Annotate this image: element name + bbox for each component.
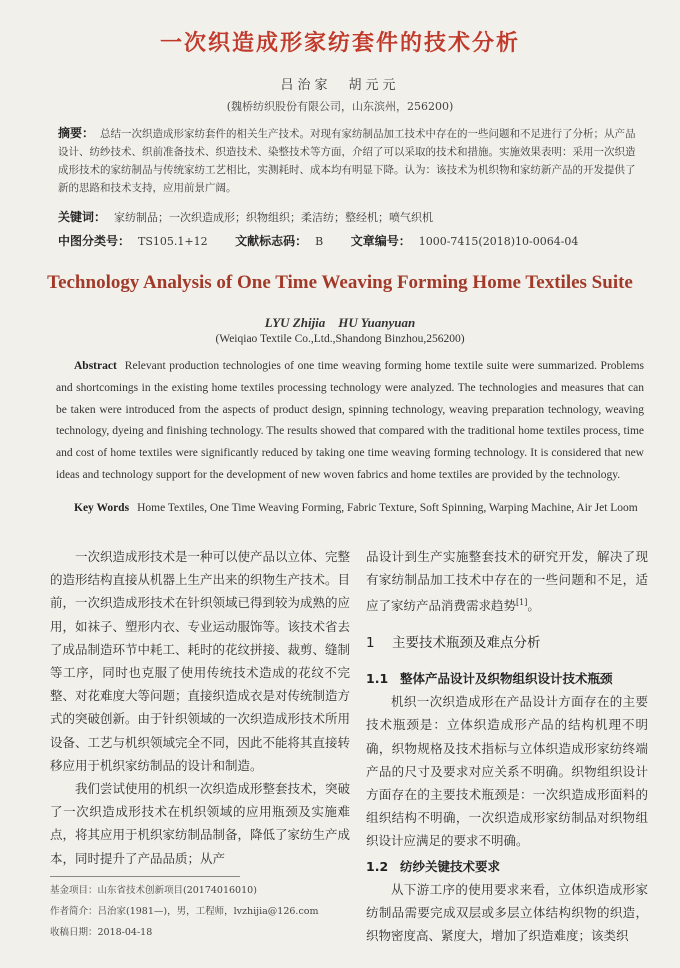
subsection-number: 1.1	[366, 670, 389, 686]
en-authors: LYU Zhijia HU Yuanyuan	[264, 315, 416, 330]
body-text: 品设计到生产实施整套技术的研究开发，解决了现有家纺制品加工技术中存在的一些问题和不足，适应了家纺产品消费需求趋势	[366, 549, 648, 614]
footnote-author: 作者简介：吕治家(1981—)，男，工程师，lvzhijia@126.com	[50, 906, 319, 917]
zh-keywords	[58, 208, 640, 225]
zh-affiliation: (魏桥纺织股份有限公司，山东滨州，256200)	[226, 100, 454, 113]
en-keywords-text: Home Textiles, One Time Weaving Forming, Fabric Texture, Soft Spinning, Warping Machine, Air Jet Loom	[137, 502, 638, 514]
body-text: 。	[527, 598, 540, 614]
doc-code-label: 文献标志码：	[235, 234, 308, 248]
subsection-heading	[366, 855, 648, 878]
en-abstract-label: Abstract	[74, 360, 117, 372]
clc-label: 中图分类号：	[58, 234, 131, 248]
body-paragraph: 机织一次织造成形在产品设计方面存在的主要技术瓶颈是：立体织造成形产品的结构机理不明确，织物规格及技术指标与立体织造成形家纺终端产品的尺寸及要求对应关系不明确。织物组织设计方面存在的主要技术瓶颈是：一次织造成形面料的组织结构不明确，一次织造成形家纺制品对织物组织设计应满足的要求不明确。	[366, 694, 648, 849]
en-affiliation: (Weiqiao Textile Co.,Ltd.,Shandong Binzhou,256200)	[215, 333, 465, 345]
subsection-title: 纺纱关键技术要求	[400, 858, 501, 874]
article-no-label: 文章编号：	[350, 234, 411, 248]
footnotes	[50, 880, 350, 943]
citation-ref: [1]	[516, 598, 528, 608]
en-keywords	[56, 498, 644, 519]
en-abstract	[56, 356, 644, 487]
body-paragraph: 一次织造成形技术是一种可以使产品以立体、完整的造形结构直接从机器上生产出来的织物生产技术。目前，一次织造成形技术在针织领域已得到较为成熟的应用，如袜子、塑形内衣、专业运动服饰等。该技术省去了成品制造环节中耗工、耗时的花纹拼接、裁剪、缝制等工序，同时也克服了使用传统技术造成的花纹不完整、对花难度大等问题；直接织造成衣是对传统制造方式的突破创新。由于针织领域的一次织造成形技术所用设备、工艺与机织领域完全不同，因此不能将其直接转移应用于机织家纺制品的设计和制造。	[50, 549, 351, 773]
zh-abstract-text: 总结一次织造成形家纺套件的相关生产技术。对现有家纺制品加工技术中存在的一些问题和不足进行了分析；从产品设计、纺纱技术、织前准备技术、织造技术、染整技术等方面，介绍了可以采取的技术和措施。实施效果表明：采用一次织造成形技术的家纺制品与传统家纺工艺相比，实测耗时、成本均有明显下降。认为：该技术为机织物和家纺新产品的开发提供了新的思路和技术支持，应用前景广阔。	[58, 128, 636, 194]
en-title: Technology Analysis of One Time Weaving Forming Home Textiles Suite	[47, 272, 633, 293]
footnote-received: 收稿日期：2018-04-18	[50, 927, 153, 938]
subsection-title: 整体产品设计及织物组织设计技术瓶颈	[400, 670, 613, 686]
subsection-heading	[366, 667, 648, 690]
zh-title: 一次织造成形家纺套件的技术分析	[159, 31, 520, 56]
body-column-left	[50, 545, 350, 870]
zh-keywords-label: 关键词：	[58, 210, 107, 224]
zh-authors: 吕治家 胡元元	[280, 78, 400, 93]
body-paragraph: 从下游工序的使用要求来看，立体织造成形家纺制品需要完成双层或多层立体结构织物的织造，织物密度高、紧度大，增加了织造难度；该类织	[366, 881, 648, 944]
section-heading	[366, 632, 648, 655]
en-abstract-text: Relevant production technologies of one time weaving forming home textile suite were summarized. Problems and shortcomings in the existing home textiles processing technology were analyzed. The technologies and measures that can be taken were introduced from the aspects of product design, spinning technology, weaving preparation technology, weaving technology, dyeing and finishing technology. The results showed that compared with the traditional home textiles process, time and cost of home textiles were significantly reduced by taking one time weaving forming technology. It is considered that new ideas and technology support for the development of new woven fabrics and home textiles are provided by the technology.	[56, 360, 644, 481]
zh-keywords-text: 家纺制品；一次织造成形；织物组织；柔洁纺；整经机；喷气织机	[114, 211, 434, 224]
section-number: 1	[366, 634, 375, 651]
body-column-right	[366, 545, 648, 947]
article-no-value: 1000-7415(2018)10-0064-04	[418, 235, 579, 248]
clc-value: TS105.1+12	[138, 235, 208, 248]
subsection-number: 1.2	[366, 858, 389, 874]
zh-classification-line	[58, 232, 658, 249]
section-title: 主要技术瓶颈及难点分析	[392, 634, 541, 651]
doc-code-value: B	[315, 235, 324, 248]
zh-abstract-label: 摘要：	[58, 126, 95, 140]
en-keywords-label: Key Words	[74, 502, 130, 514]
body-paragraph-continued	[366, 545, 648, 618]
body-paragraph: 我们尝试使用的机织一次织造成形整套技术，突破了一次织造成形技术在机织领域的应用瓶颈及实施难点，将其应用于机织家纺制品制备，降低了家纺生产成本，同时提升了产品品质；从产	[50, 781, 351, 866]
footnote-divider	[50, 876, 240, 877]
footnote-fund: 基金项目：山东省技术创新项目(20174016010)	[50, 885, 257, 896]
zh-abstract	[58, 124, 640, 197]
